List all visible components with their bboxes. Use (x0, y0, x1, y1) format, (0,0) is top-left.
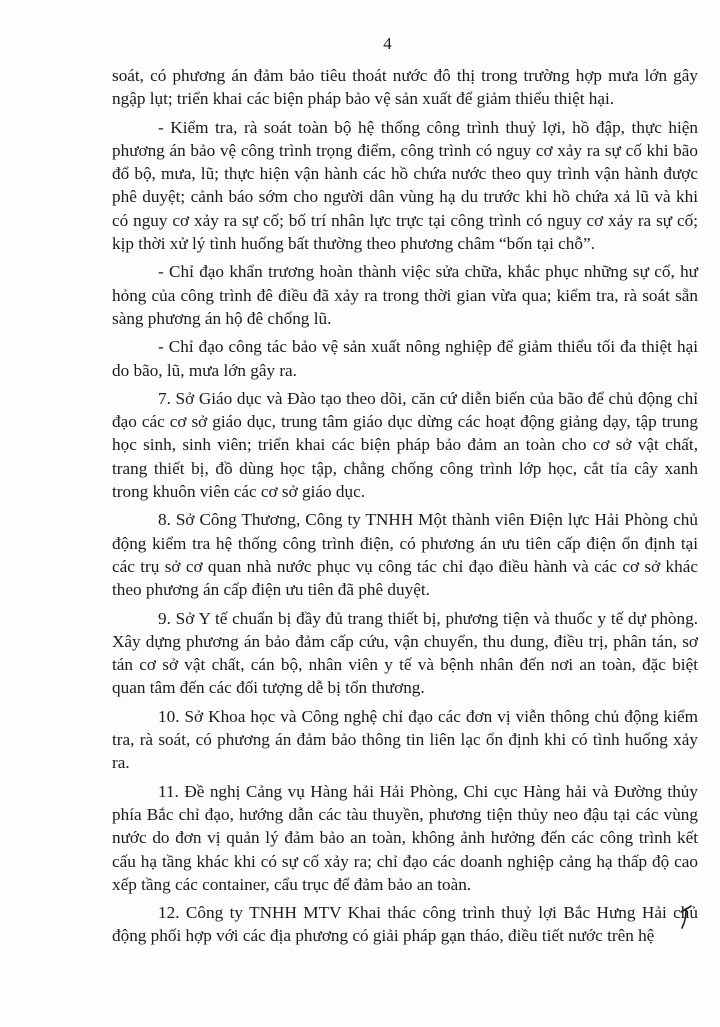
paragraph-item-7-education: 7. Sở Giáo dục và Đào tạo theo dõi, căn cứ diễn biến của bão để chủ động chỉ đạo các cơ sở giáo dục, trung tâm giáo dục dừng các hoạt động giảng dạy, tập trung học sinh, sinh viên; triển khai các biện pháp bảo đảm an toàn cho cơ sở vật chất, trang thiết bị, đồ dùng học tập, chằng chống công trình lớp học, cắt tỉa cây xanh trong khuôn viên các cơ sở giáo dục. (112, 388, 698, 502)
paragraph-item-11-maritime: 11. Đề nghị Cảng vụ Hàng hải Hải Phòng, Chi cục Hàng hải và Đường thủy phía Bắc chỉ đạo, hướng dẫn các tàu thuyền, phương tiện thủy neo đậu tại các vùng nước do đơn vị quản lý đảm bảo an toàn, không ảnh hưởng đến các công trình kết cấu hạ tầng khác khi có sự cố xảy ra; chỉ đạo các doanh nghiệp cảng hạ thấp độ cao xếp tầng các container, cẩu trục để đảm bảo an toàn. (112, 781, 698, 894)
page-number: 4 (383, 34, 392, 53)
paragraph-item-10-science-technology: 10. Sở Khoa học và Công nghệ chỉ đạo các đơn vị viễn thông chủ động kiểm tra, rà soát, có phương án đảm bảo thông tin liên lạc ổn định khi có tình huống xảy ra. (112, 706, 698, 773)
document-body (112, 64, 698, 953)
paragraph-item-12-irrigation-company: 12. Công ty TNHH MTV Khai thác công trình thuỷ lợi Bắc Hưng Hải chủ động phối hợp với các địa phương có giải pháp gạn tháo, điều tiết nước trên hệ (112, 903, 698, 946)
paragraph-item-8-industry-trade: 8. Sở Công Thương, Công ty TNHH Một thành viên Điện lực Hải Phòng chủ động kiểm tra hệ thống công trình điện, có phương án ưu tiên cấp điện ổn định tại các trụ sở cơ quan nhà nước phục vụ công tác chỉ đạo điều hành và các cơ sở khác theo phương án cấp điện ưu tiên đã phê duyệt. (112, 510, 698, 600)
paragraph-agriculture-protection: - Chỉ đạo công tác bảo vệ sản xuất nông nghiệp để giảm thiểu tối đa thiệt hại do bão, lũ, mưa lớn gây ra. (112, 337, 698, 380)
handwritten-initial-mark (679, 900, 693, 930)
paragraph-item-9-health: 9. Sở Y tế chuẩn bị đầy đủ trang thiết bị, phương tiện và thuốc y tế dự phòng. Xây dựng phương án bảo đảm cấp cứu, vận chuyển, thu dung, điều trị, phân tán, sơ tán cơ sở vật chất, cán bộ, nhân viên y tế và bệnh nhân đến nơi an toàn, đặc biệt quan tâm đến các đối tượng dễ bị tổn thương. (112, 608, 698, 698)
paragraph-continuation: soát, có phương án đảm bảo tiêu thoát nước đô thị trong trường hợp mưa lớn gây ngập lụt; triển khai các biện pháp bảo vệ sản xuất để giảm thiểu thiệt hại. (112, 66, 698, 109)
paragraph-dyke-repair: - Chỉ đạo khẩn trương hoàn thành việc sửa chữa, khắc phục những sự cố, hư hỏng của công trình đê điều đã xảy ra trong thời gian vừa qua; kiểm tra, rà soát sẵn sàng phương án hộ đê chống lũ. (112, 262, 698, 328)
paragraph-inspect-irrigation: - Kiểm tra, rà soát toàn bộ hệ thống công trình thuỷ lợi, hồ đập, thực hiện phương án bảo vệ công trình trọng điểm, công trình có nguy cơ xảy ra sự cố khi bão đổ bộ, mưa, lũ; thực hiện vận hành các hồ chứa nước theo quy trình vận hành được phê duyệt; cảnh báo sớm cho người dân vùng hạ du trước khi hồ chứa xả lũ và khi có nguy cơ xảy ra sự cố; bố trí nhân lực trực tại công trình có nguy cơ xảy ra sự cố; kịp thời xử lý tình huống bất thường theo phương châm “bốn tại chỗ”. (112, 117, 698, 254)
